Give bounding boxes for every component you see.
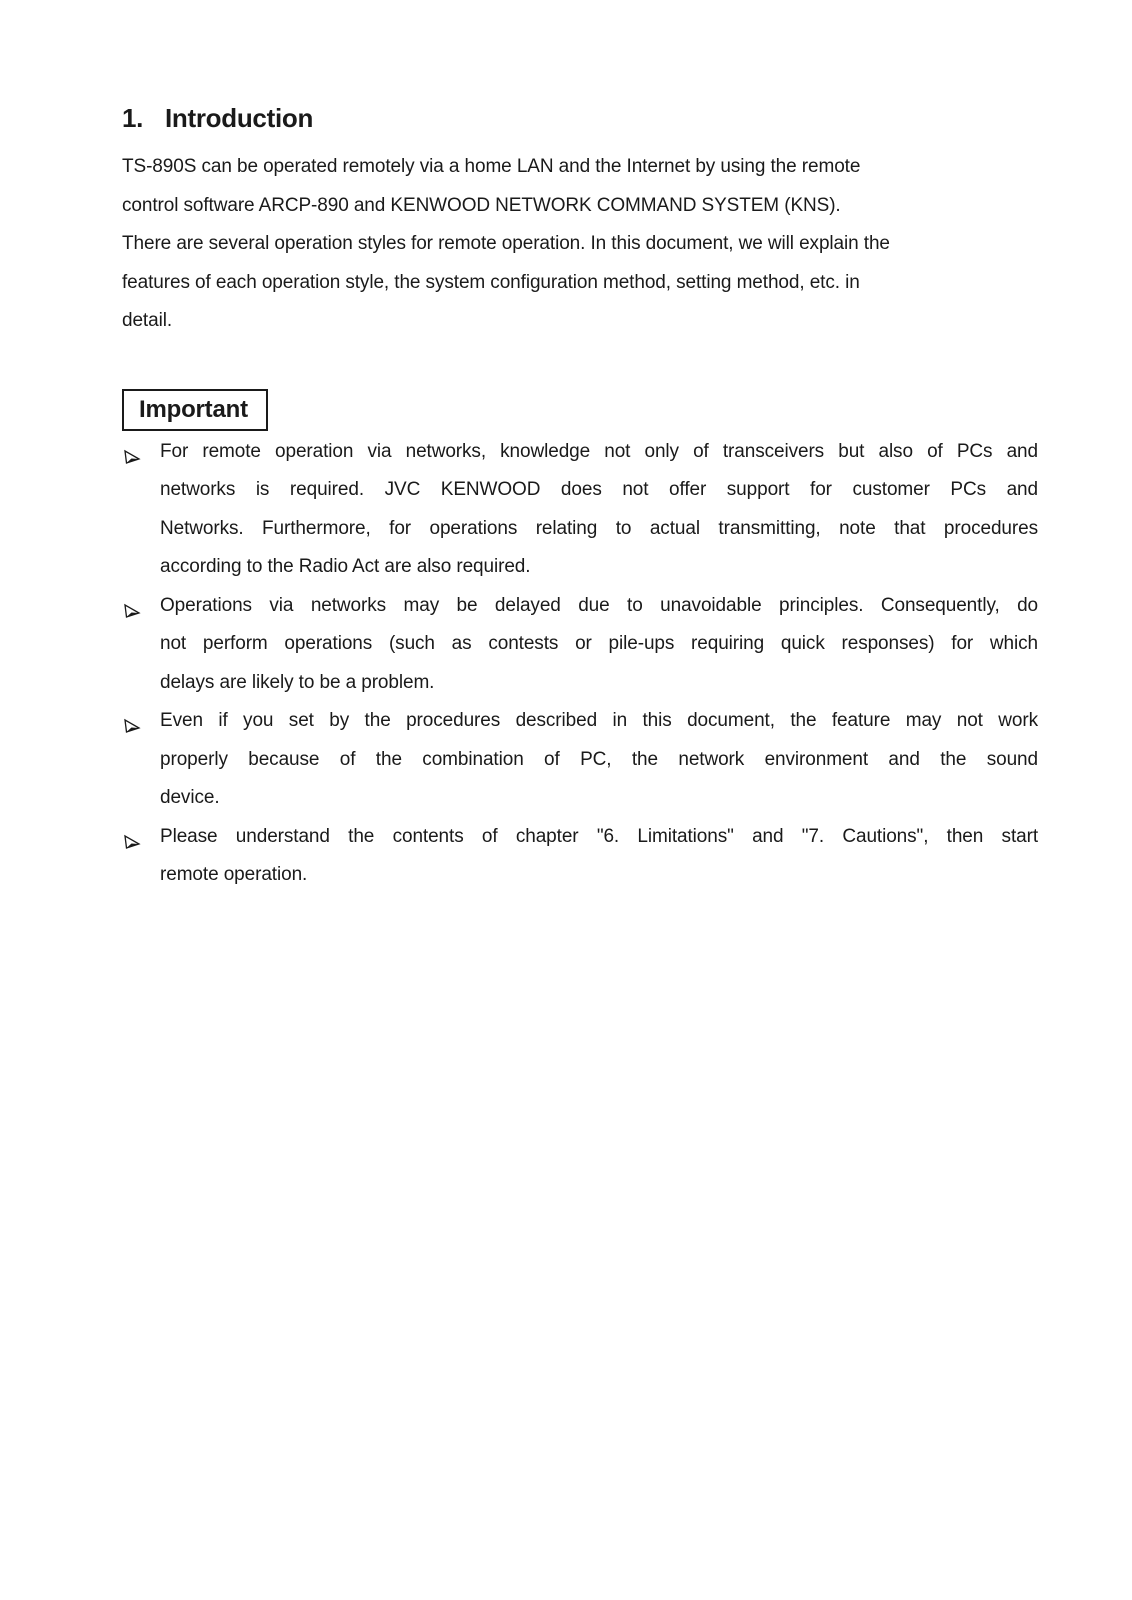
bullet-line: Even if you set by the procedures described in this document, the feature may not work [160,710,1038,731]
section-title: Introduction [165,103,314,133]
arrow-bullet-icon [123,834,142,852]
intro-line: control software ARCP-890 and KENWOOD NETWORK COMMAND SYSTEM (KNS). [122,194,841,216]
bullet-marker [123,443,142,461]
bullet-line: not perform operations (such as contests or pile-ups requiring quick responses) for which [160,633,1038,654]
bullet-line: delays are likely to be a problem. [160,671,435,693]
arrow-bullet-icon [123,603,142,621]
arrow-bullet-icon [123,718,142,736]
bullet-line: networks is required. JVC KENWOOD does not offer support for customer PCs and [160,479,1038,500]
list-item [122,702,1038,818]
bullet-marker [123,712,142,730]
list-item [122,818,1038,895]
list-item [122,433,1038,587]
intro-line: features of each operation style, the system configuration method, setting method, etc. in [122,271,860,293]
bullet-line: remote operation. [160,864,308,885]
important-list [122,433,1038,895]
important-box-row [122,389,1038,431]
bullet-line: device. [160,787,220,808]
intro-line: TS-890S can be operated remotely via a home LAN and the Internet by using the remote [122,156,861,177]
section-heading [122,100,1038,136]
important-label: Important [122,389,268,431]
bullet-marker [123,597,142,615]
bullet-line: properly because of the combination of PC, the network environment and the sound [160,748,1038,770]
intro-line: detail. [122,310,173,331]
bullet-line: For remote operation via networks, knowledge not only of transceivers but also of PCs and [160,440,1038,462]
list-item [122,587,1038,703]
intro-line: There are several operation styles for remote operation. In this document, we will explain the [122,233,890,254]
bullet-line: according to the Radio Act are also required. [160,556,531,577]
bullet-marker [123,828,142,846]
arrow-bullet-icon [123,449,142,467]
bullet-line: Operations via networks may be delayed due to unavoidable principles. Consequently, do [160,594,1038,616]
bullet-line: Please understand the contents of chapter "6. Limitations" and "7. Cautions", then start [160,825,1038,847]
section-number: 1. [122,103,144,133]
bullet-line: Networks. Furthermore, for operations relating to actual transmitting, note that procedures [160,517,1038,539]
intro-paragraph [122,148,1038,341]
